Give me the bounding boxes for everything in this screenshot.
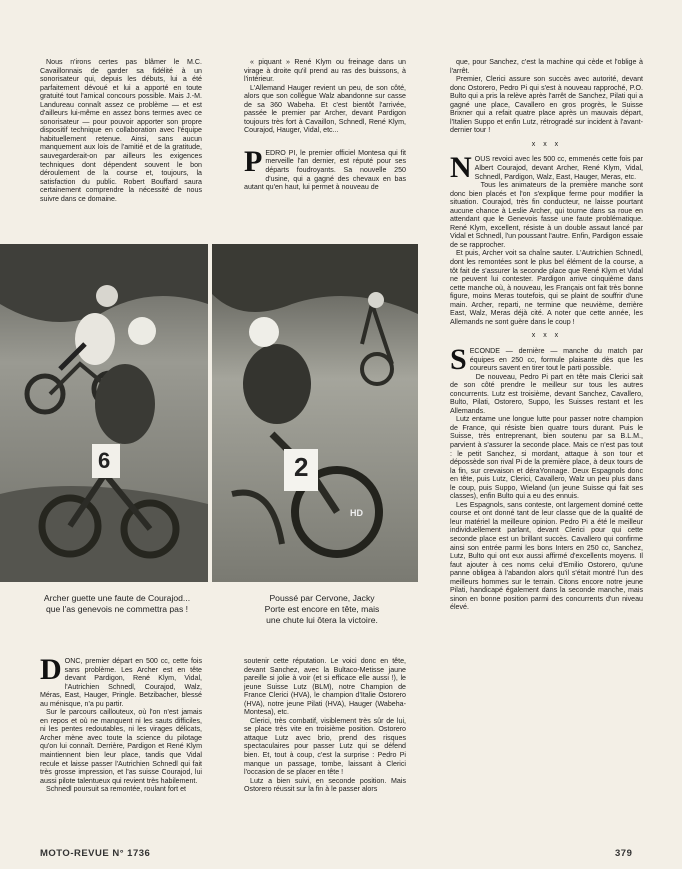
paragraph: Nous n'irons certes pas blâmer le M.C. Cavaillonnais de garder sa fidélité à un sonorisateur qui, depuis les débuts, lui a été parfaitement dévoué et lui a apporté en toute gratuité tout l'amical concours possible. Mais J.-M. Landureau connaît assez ce problème — et est d'ailleurs lui-même en assez bons termes avec ce sonorisateur — pour pouvoir apporter son propre dispositif technique en collaboration avec l'équipe habituellement retenue. Ainsi, sans aucun manquement aux lois de l'amitié et de la gratitude, sauvegarderait-on par ailleurs les exigences techniques dont dépendent souvent le bon déroulement de la course et, toujours, la satisfaction du public. Robert Bouffard saura certainement comprendre la nécessité de nous suivre dans ce domaine. (40, 58, 202, 203)
drop-cap: S (450, 342, 467, 376)
section-separator: x x x (531, 332, 562, 340)
column-2-top (244, 58, 406, 192)
paragraph: L'Allemand Hauger revient un peu, de son côté, alors que son collègue Walz abandonne sur casse de sa 360 Wabeha. Et c'est bientôt l'arrivée, passée le premier par Archer, devant Pardigon toujours très fort à Cavaillon, Schnedl, René Klym, Courajod, Hauger, Vidal, etc... (244, 83, 406, 135)
paragraph-text: EDRO PI, le premier officiel Montesa qui fit merveille l'an dernier, est réputé pour ses départs foudroyants. Sa nouvelle 250 d'usine, qui a gagné des chevaux en bas autant qu'en haut, lui permet à nouveau de (244, 148, 406, 192)
paragraph: Et puis, Archer voit sa chaîne sauter. L'Autrichien Schnedl, dont les remontées sont le plus bel élément de la course, a tôt fait de s'assurer la seconde place que René Klym et Vidal ne peuvent lui contester. Pardigon arrive cinquième dans cette manche où, à nouveau, les Français ont fait très bonne figure, moins Meras toutefois, qui se plaint de souffrir d'une main. Archer, reparti, ne termine que neuvième, derrière East, Walz, Meras déjà cité. A noter que cette année, les Allemands ne sont guère dans le coup ! (450, 249, 643, 326)
paragraph: Les Espagnols, sans conteste, ont largement dominé cette course et ont donné tant de leur classe que de la qualité de leur matériel la meilleure opinion. Pedro Pi a été le meilleur individuellement parlant, devant Clerici pour qui cette seconde place est un brillant succès. Cavallero qui confirme ainsi son entrée parmi les bons Inters en 250 cc, Sanchez, Lutz, Bulto qui ont eux aussi affirmé d'excellents moyens. Il faut ajouter à ces noms celui d'Emilio Ostorero, qu'une panne obligea à l'abandon alors qu'il s'était montré l'un des meilleurs hommes sur le terrain. Citons encore notre jeune Pilati, handicapé également dans la seconde manche, mais sinon en bonne position parmi des concurrents d'un niveau élevé. (450, 500, 643, 612)
footer-page-number: 379 (615, 848, 633, 859)
pedro-pi-paragraph (244, 144, 406, 192)
paragraph: « piquant » René Klym ou freinage dans un virage à droite qu'il prend au ras des buissons, à l'intérieur. (244, 58, 406, 84)
motocross-photo-icon (0, 244, 208, 582)
drop-cap: P (244, 144, 263, 178)
watermark: HD (350, 508, 363, 518)
paragraph: De nouveau, Pedro Pi part en tête mais Clerici sait de son côté prendre le meilleur sur tous les autres concurrents. Lutz est troisième, devant Sanchez, Cavallero, Bulto, Pilati, Ostorero, Suppo, les Suisses restant et les Allemands. (450, 372, 643, 415)
seconde-paragraph (450, 342, 643, 376)
paragraph: Clerici, très combatif, visiblement très sûr de lui, se place très vite en troisième position. Ostorero attaque Lutz avec brio, prend des risques spectaculaires pour passer Lutz qui se défend bien. Et, tout à coup, c'est la surprise : Pedro Pi manque un passage, tombe, laissant à Clerici l'occasion de se placer en tête ! (244, 716, 406, 777)
column-1-bottom (40, 653, 202, 794)
photo-caption-left: Archer guette une faute de Courajod... que l'as genevois ne commettra pas ! (43, 593, 191, 614)
bike-number: 2 (294, 452, 309, 482)
drop-cap: D (40, 653, 62, 686)
paragraph: soutenir cette réputation. Le voici donc en tête, devant Sanchez, avec la Bultaco-Metisse jaune pareille si jolie à voir (et si efficace elle aussi !), le jeune Suisse Lutz (BLM), notre Champion de France Clerici (HVA), le champion d'Italie Ostorero (HVA), notre jeune Pilati (HVA), Hauger (Wabeha-Montesa), etc. (244, 657, 406, 717)
paragraph-text: ECONDE — dernière — manche du match par équipes en 250 cc, formule plaisante dès que les coureurs savent en tirer tout le parti possible. (469, 346, 643, 373)
nous-paragraph (450, 151, 643, 185)
column-1-top (40, 58, 202, 203)
paragraph: que, pour Sanchez, c'est la machine qui cède et l'oblige à l'arrêt. (450, 58, 643, 75)
paragraph: Tous les animateurs de la première manche sont donc bien placés et l'on s'explique ferme pour modifier la situation. Courajod, très fin conducteur, ne laisse pourtant aucune chance à Leslie Archer, qui tourne dans sa roue en attendant que le Genevois fasse une faute problématique. René Klym, excellent, résiste à un double assaut lancé par Vidal et Schnedl, l'un poussant l'autre. Enfin, Pardigon essaie de se rapprocher. (450, 181, 643, 249)
paragraph: Schnedl poursuit sa remontée, roulant fort et (46, 785, 186, 794)
photo-jacky-porte (212, 244, 418, 582)
column-3 (450, 58, 643, 612)
drop-cap: N (450, 151, 472, 185)
paragraph: Lutz entame une longue lutte pour passer notre champion de France, qui résiste bien quatre tours durant. Puis le Suisse, très entreprenant, bien soutenu par sa B.L.M., parvient à s'assurer la seconde place. Mais ce n'est pas tout : le petit Sanchez, si mordant, attaque à son tour et dépossède son rival Pi de la première place, à deux tours de la fin, sur crevaison et déraYonnage. Deux Espagnols donc en tête, puis Lutz, Clerici, Cavallero, Walz un peu plus dans le coup, puis Suppo, Wieland (un jeune Suisse qui fait ses classes), enfin Bulto qui a eu des ennuis. (450, 415, 643, 501)
paragraph: Premier, Clerici assure son succès avec autorité, devant donc Ostorero, Pedro Pi qui s'est à nouveau rapproché, P.O. Bulto qui a pris la relève après l'arrêt de Sanchez, Pilati qui a gagné une place, Cavallero en gros progrès, le Suisse Brixner qui a refait quatre place après un mauvais départ, l'Italien Suppo et enfin Lutz, rétrogradé sur incident à l'avant-dernier tour ! (450, 75, 643, 135)
photo-caption-right: Poussé par Cervone, Jacky Porte est encore en tête, mais une chute lui ôtera la victoire. (264, 593, 380, 625)
column-2-bottom (244, 657, 406, 794)
paragraph-text: OUS revoici avec les 500 cc, emmenés cette fois par Albert Courajod, devant Archer, René Klym, Vidal, Schnedl, Pardigon, Walz, East, Hauger, Meras, etc. (474, 155, 643, 181)
paragraph-text: ONC, premier départ en 500 cc, cette fois sans problème. Les Archer est en tête devant Pardigon, René Klym, Vidal, l'Autrichien Schnedl, Courajod, Walz, Méras, East, Hauger, Pringle. Betzibacher, blessé au ménisque, n'a pu partir. (40, 657, 202, 708)
donc-paragraph (40, 653, 202, 708)
paragraph: Lutz a bien suivi, en seconde position. Mais Ostorero réussit sur la fin à le passer alors (244, 776, 406, 794)
bike-number: 6 (98, 448, 111, 473)
photo-archer-courajod (0, 244, 208, 582)
motocross-photo-icon (212, 244, 418, 582)
footer-magazine-issue: MOTO-REVUE N° 1736 (40, 848, 151, 859)
paragraph: Sur le parcours caillouteux, où l'on n'est jamais en repos et où ne manquent ni les sauts difficiles, ni les pentes redoutables, ni les virages délicats, Archer mène avec toute la science du pilotage qu'on lui connaît. Derrière, Pardigon et René Klym maintiennent bien leur place, tandis que Vidal recule et laisse passer l'Autrichien Schnedl qui fait très grosse impression, et l'as suisse Courajod, lui aussi pilote talentueux qui revient très habilement. (40, 708, 202, 785)
section-separator: x x x (531, 140, 562, 148)
